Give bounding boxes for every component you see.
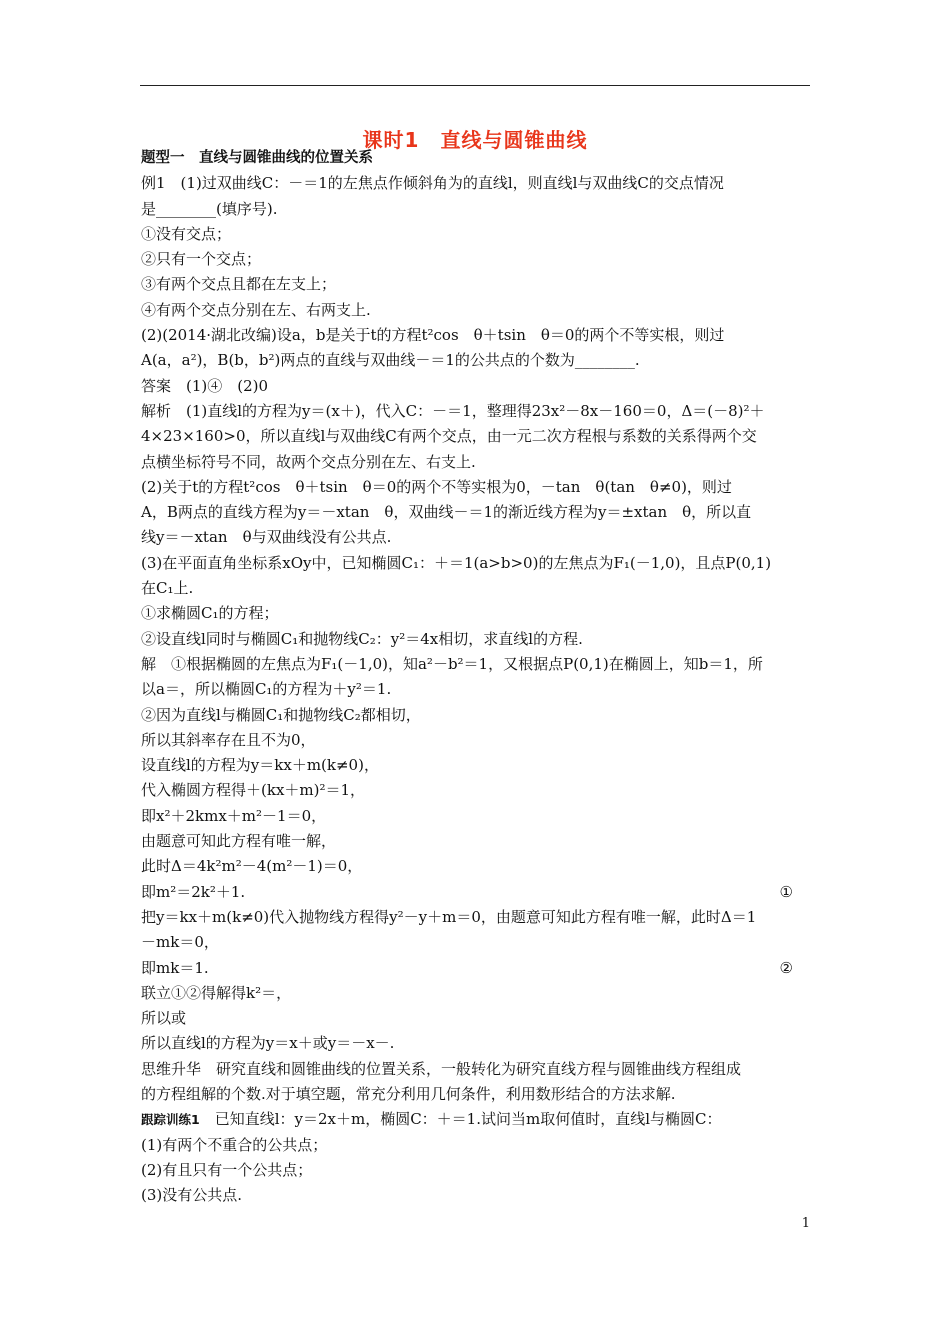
option-line: ④有两个交点分别在左、右两支上. (141, 300, 371, 319)
text-line: 所以其斜率存在且不为0， (141, 730, 316, 749)
text-line: (3)在平面直角坐标系xOy中，已知椭圆C₁：＋＝1(a>b>0)的左焦点为F₁(－1,0)，且点P(0,1) (141, 553, 772, 572)
training-tag: 跟踪训练1 (141, 1112, 200, 1128)
text-line: (2)(2014·湖北改编)设a，b是关于t的方程t²cos θ＋tsin θ＝0的两个不等实根，则过 (141, 326, 725, 345)
equation-line (141, 880, 811, 905)
equation-number: ① (779, 882, 793, 901)
text-line: 此时Δ＝4k²m²－4(m²－1)＝0， (141, 857, 363, 876)
section-heading: 题型一 直线与圆锥曲线的位置关系 (141, 150, 373, 166)
text-line: 以a＝，所以椭圆C₁的方程为＋y²＝1. (141, 680, 392, 699)
text-line: 由题意可知此方程有唯一解， (141, 832, 337, 851)
summary-line: 思维升华 研究直线和圆锥曲线的位置关系，一般转化为研究直线方程与圆锥曲线方程组成 (141, 1059, 742, 1078)
text-line: 是________(填序号). (141, 199, 278, 218)
equation-number: ② (779, 958, 793, 977)
text-line: 在C₁上. (141, 579, 194, 598)
summary-line: 的方程组解的个数.对于填空题，常充分利用几何条件，利用数形结合的方法求解. (141, 1084, 676, 1103)
text-line: 设直线l的方程为y＝kx＋m(k≠0)， (141, 756, 379, 775)
equation-text: 即mk＝1. (141, 958, 209, 977)
page-title: 课时1 直线与圆锥曲线 (362, 128, 588, 152)
document-body (141, 146, 811, 1208)
text-line: (2)有且只有一个公共点； (141, 1160, 313, 1179)
page-number: 1 (801, 1216, 810, 1231)
text-line: (1)有两个不重合的公共点； (141, 1135, 328, 1154)
answer-line: 答案 (1)④ (2)0 (141, 376, 269, 395)
text-line: ②因为直线l与椭圆C₁和抛物线C₂都相切， (141, 705, 421, 724)
text-line: A，B两点的直线方程为y＝－xtan θ，双曲线－＝1的渐近线方程为y＝±xtan θ，所以直 (141, 503, 752, 522)
text-line: 所以直线l的方程为y＝x＋或y＝－x－. (141, 1034, 395, 1053)
text-line: －mk＝0， (141, 933, 219, 952)
text-line: 把y＝kx＋m(k≠0)代入抛物线方程得y²－y＋m＝0，由题意可知此方程有唯一解，此时Δ＝1 (141, 907, 757, 926)
text-line: (3)没有公共点. (141, 1186, 243, 1205)
option-line: ③有两个交点且都在左支上； (141, 275, 337, 294)
option-line: ②只有一个交点； (141, 250, 262, 269)
text-line: 例1 (1)过双曲线C：－＝1的左焦点作倾斜角为的直线l，则直线l与双曲线C的交点情况 (141, 174, 724, 193)
training-line (141, 1107, 811, 1132)
text-line: 4×23×160>0，所以直线l与双曲线C有两个交点，由一元二次方程根与系数的关系得两个交 (141, 427, 757, 446)
text-line: 点横坐标符号不同，故两个交点分别在左、右支上. (141, 452, 476, 471)
text-line: 线y＝－xtan θ与双曲线没有公共点. (141, 528, 392, 547)
text-line: 所以或 (141, 1009, 187, 1028)
training-text: 已知直线l：y＝2x＋m，椭圆C：＋＝1.试问当m取何值时，直线l与椭圆C： (199, 1110, 722, 1129)
text-line: 联立①②得解得k²＝， (141, 983, 292, 1002)
equation-line (141, 956, 811, 981)
text-line: ①求椭圆C₁的方程； (141, 604, 279, 623)
text-line: 即x²＋2kmx＋m²－1＝0， (141, 806, 327, 825)
text-line: (2)关于t的方程t²cos θ＋tsin θ＝0的两个不等实根为0，－tan θ(tan θ≠0)，则过 (141, 477, 732, 496)
text-line: ②设直线l同时与椭圆C₁和抛物线C₂：y²＝4x相切，求直线l的方程. (141, 629, 583, 648)
text-line: A(a，a²)，B(b，b²)两点的直线与双曲线－＝1的公共点的个数为________. (141, 351, 640, 370)
text-line: 代入椭圆方程得＋(kx＋m)²＝1， (141, 781, 366, 800)
equation-text: 即m²＝2k²＋1. (141, 882, 246, 901)
text-line: 解析 (1)直线l的方程为y＝(x＋)，代入C：－＝1，整理得23x²－8x－160＝0，Δ＝(－8)²＋ (141, 401, 765, 420)
text-line: 解 ①根据椭圆的左焦点为F₁(－1,0)，知a²－b²＝1，又根据点P(0,1)在椭圆上，知b＝1，所 (141, 654, 763, 673)
header-rule (140, 85, 810, 86)
option-line: ①没有交点； (141, 224, 232, 243)
